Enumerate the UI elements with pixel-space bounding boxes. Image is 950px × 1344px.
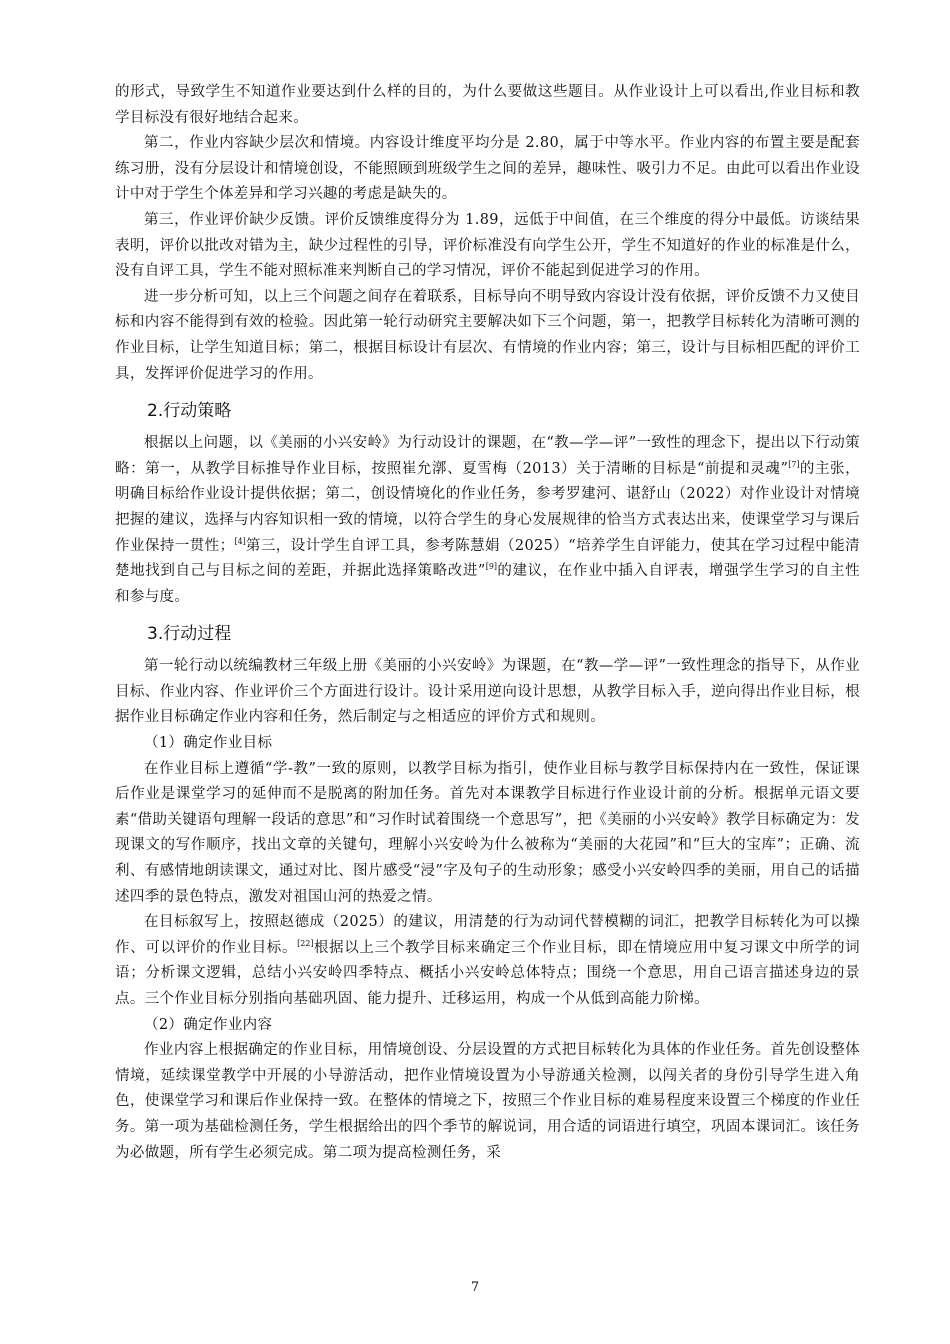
text-run: 的主张，明确目标给作业设计提供依据；第二，创设情境化的作业任务，参考罗建河、谌舒山（2022）对作业设计对情境把握的建议，选择与内容知识相一致的情境，以符合学生的身心发展规律的恰当方式表达出来，使课堂学习与课后作业保持一贯性； [115, 460, 860, 554]
text-run: 根据以上问题，以《美丽的小兴安岭》为行动设计的课题，在“教—学—评”一致性的理念下，提出以下行动策略：第一，从教学目标推导作业目标，按照崔允漷、夏雪梅（2013）关于清晰的目标是“前提和灵魂” [115, 435, 860, 477]
subsection-heading: （1）确定作业目标 [144, 735, 273, 752]
paragraph: 第二，作业内容缺少层次和情境。内容设计维度平均分是 2.80，属于中等水平。作业内容的布置主要是配套练习册，没有分层设计和情境创设，不能照顾到班级学生之间的差异，趣味性、吸引力不足。由此可以看出作业设计中对于学生个体差异和学习兴趣的考虑是缺失的。 [115, 135, 860, 203]
section-heading: 2.行动策略 [147, 401, 232, 422]
paragraph: 第一轮行动以统编教材三年级上册《美丽的小兴安岭》为课题，在“教—学—评”一致性理念的指导下，从作业目标、作业内容、作业评价三个方面进行设计。设计采用逆向设计思想，从教学目标入手，逆向得出作业目标，根据作业目标确定作业内容和任务，然后制定与之相适应的评价方式和规则。 [115, 658, 860, 726]
text-run: 根据以上三个教学目标来确定三个作业目标，即在情境应用中复习课文中所学的词语；分析课文逻辑，总结小兴安岭四季特点、概括小兴安岭总体特点；围绕一个意思，用自己语言描述身边的景点。三个作业目标分别指向基础巩固、能力提升、迁移运用，构成一个从低到高能力阶梯。 [115, 939, 860, 1007]
page-body [115, 80, 860, 1166]
paragraph: 作业内容上根据确定的作业目标，用情境创设、分层设置的方式把目标转化为具体的作业任务。首先创设整体情境，延续课堂教学中开展的小导游活动，把作业情境设置为小导游通关检测，以闯关者的身份引导学生进入角色，使课堂学习和课后作业保持一致。在整体的情境之下，按照三个作业目标的难易程度来设置三个梯度的作业任务。第一项为基础检测任务，学生根据给出的四个季节的解说词，用合适的词语进行填空，巩固本课词汇。该任务为必做题，所有学生必须完成。第二项为提高检测任务，采 [115, 1042, 860, 1161]
paragraph: 进一步分析可知，以上三个问题之间存在着联系，目标导向不明导致内容设计没有依据，评价反馈不力又使目标和内容不能得到有效的检验。因此第一轮行动研究主要解决如下三个问题，第一，把教学目标转化为清晰可测的作业目标，让学生知道目标；第二，根据目标设计有层次、有情境的作业内容；第三，设计与目标相匹配的评价工具，发挥评价促进学习的作用。 [115, 288, 860, 382]
citation: [9] [485, 562, 498, 572]
paragraph: 在作业目标上遵循“学-教”一致的原则，以教学目标为指引，使作业目标与教学目标保持内在一致性，保证课后作业是课堂学习的延伸而不是脱离的附加任务。首先对本课教学目标进行作业设计前的分析。根据单元语文要素“借助关键语句理解一段话的意思”和“习作时试着围绕一个意思写”，把《美丽的小兴安岭》教学目标确定为：发现课文的写作顺序，找出文章的关键句，理解小兴安岭为什么被称为“美丽的大花园”和“巨大的宝库”；正确、流利、有感情地朗读课文，通过对比、图片感受“浸”字及句子的生动形象；感受小兴安岭四季的美丽，用自己的话描述四季的景色特点，激发对祖国山河的热爱之情。 [115, 760, 860, 905]
paragraph [115, 431, 860, 610]
subsection-heading: （2）确定作业内容 [144, 1016, 273, 1033]
paragraph: 的形式，导致学生不知道作业要达到什么样的目的，为什么要做这些题目。从作业设计上可以看出,作业目标和教学目标没有很好地结合起来。 [115, 84, 860, 126]
text-run: 第三，设计学生自评工具，参考陈慧娟（2025）“培养学生自评能力，使其在学习过程中能清楚地找到自己与目标之间的差距，并据此选择策略改进” [115, 537, 860, 580]
paragraph [115, 910, 860, 1012]
section-heading: 3.行动过程 [147, 624, 232, 645]
text-run: 在目标叙写上，按照赵德成（2025）的建议，用清楚的行为动词代替模糊的词汇，把教学目标转化为可以操作、可以评价的作业目标。 [115, 914, 860, 956]
citation: [4] [234, 536, 246, 546]
page-number: 7 [470, 1280, 480, 1295]
citation: [7] [788, 459, 800, 469]
paragraph: 第三，作业评价缺少反馈。评价反馈维度得分为 1.89，远低于中间值，在三个维度的得分中最低。访谈结果表明，评价以批改对错为主，缺少过程性的引导，评价标准没有向学生公开，学生不知道好的作业的标准是什么，没有自评工具，学生不能对照标准来判断自己的学习情况，评价不能起到促进学习的作用。 [115, 211, 860, 280]
text-run: 的建议，在作业中插入自评表，增强学生学习的自主性和参与度。 [115, 563, 860, 605]
citation: [22] [297, 938, 314, 948]
